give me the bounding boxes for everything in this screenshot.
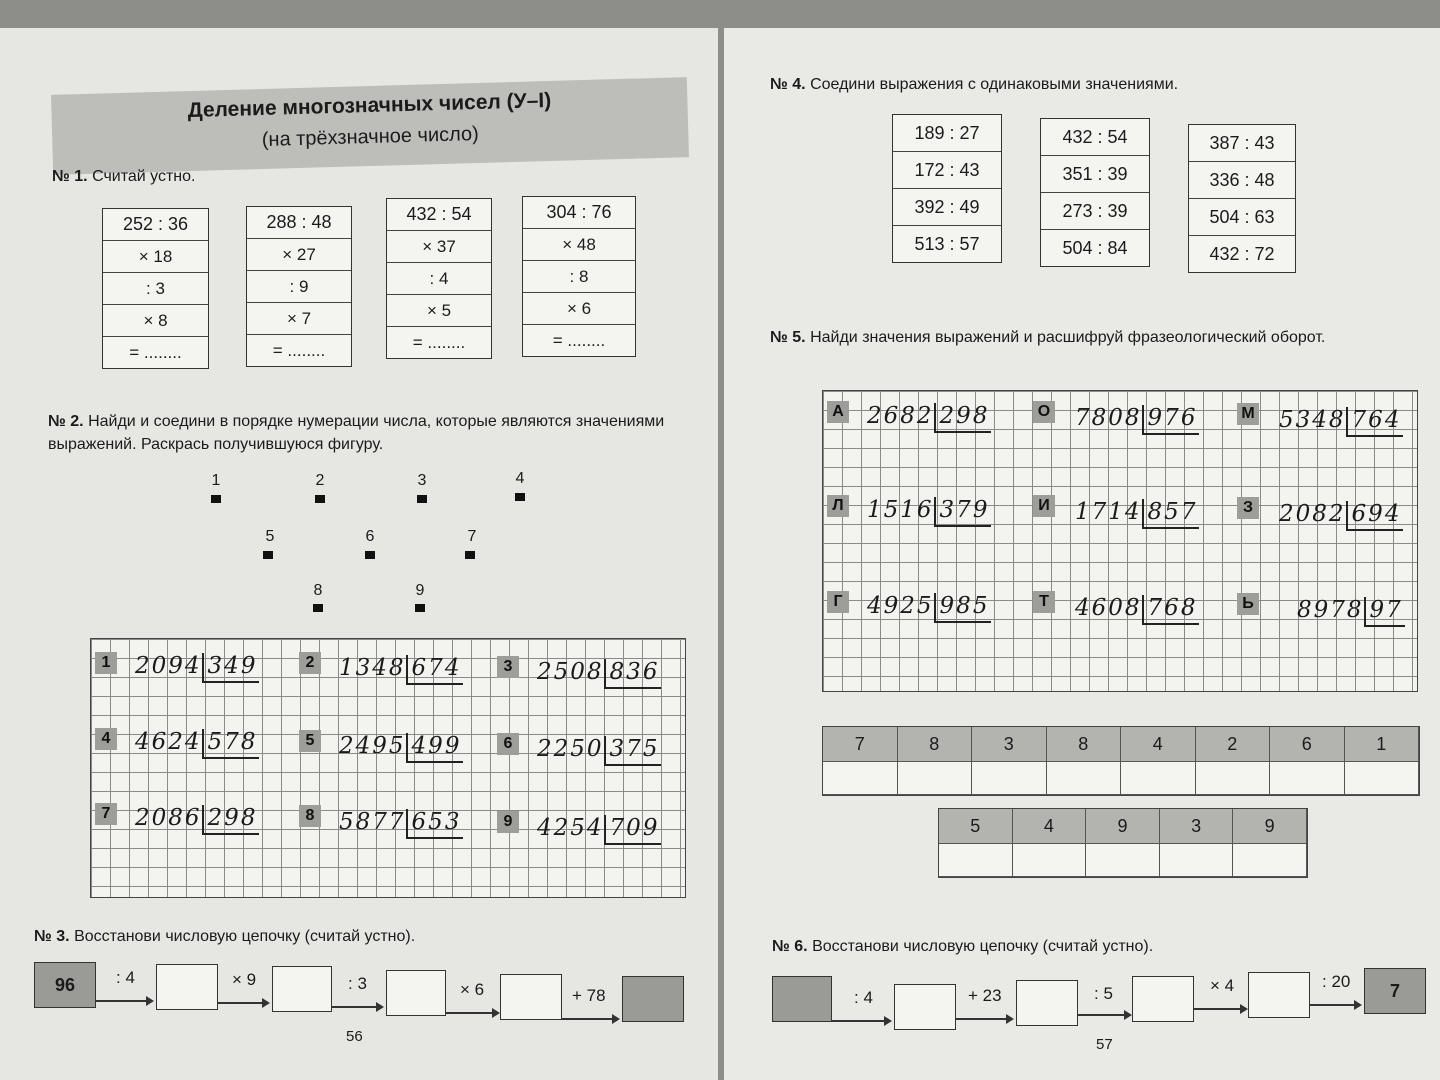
chain-operation: : 20 bbox=[1322, 972, 1351, 991]
task1-box-1 bbox=[102, 208, 209, 369]
task1-box3-cell: × 5 bbox=[387, 295, 491, 327]
division-label: 3 bbox=[497, 656, 519, 678]
chain-arrow bbox=[446, 1012, 498, 1014]
task4-expression[interactable]: 504 : 63 bbox=[1189, 199, 1295, 236]
division-dividend: 1516 bbox=[867, 497, 934, 523]
task1-number: № 1. bbox=[52, 168, 88, 185]
cipher-letter-slot[interactable] bbox=[1121, 762, 1196, 795]
task4-expression[interactable]: 504 : 84 bbox=[1062, 238, 1128, 258]
task4-expression[interactable]: 432 : 54 bbox=[1041, 119, 1149, 156]
point-marker bbox=[211, 495, 221, 503]
division-divisor: 768 bbox=[1142, 595, 1200, 625]
division-label: Т bbox=[1033, 591, 1055, 613]
point-label-8: 8 bbox=[313, 582, 323, 599]
point-marker bbox=[315, 495, 325, 503]
task4-expression[interactable]: 172 : 43 bbox=[893, 152, 1001, 189]
task6-heading bbox=[772, 938, 1153, 956]
task6-text: Восстанови числовую цепочку (считай устно). bbox=[812, 938, 1154, 955]
division-expression bbox=[867, 403, 991, 433]
division-label: 9 bbox=[497, 811, 519, 833]
task4-heading bbox=[770, 76, 1178, 94]
cipher-letter-slot[interactable] bbox=[898, 762, 973, 795]
task4-expression[interactable]: 513 : 57 bbox=[914, 234, 980, 254]
task1-box1-result: = ........ bbox=[129, 343, 182, 362]
left-page bbox=[0, 28, 718, 1080]
cipher-digit: 3 bbox=[1160, 809, 1234, 844]
chain-start-box bbox=[34, 962, 96, 1008]
cipher-digit: 9 bbox=[1086, 809, 1160, 844]
task4-expression[interactable]: 432 : 72 bbox=[1209, 244, 1275, 264]
task1-heading bbox=[52, 168, 195, 186]
chain-arrow bbox=[1078, 1014, 1130, 1016]
page-number: 57 bbox=[1096, 1036, 1113, 1053]
task1-text: Считай устно. bbox=[92, 168, 196, 185]
task2-text: Найди и соедини в порядке нумерации числа, которые являются значениями выражений. Раскрась получившуюся фигуру. bbox=[48, 413, 665, 453]
division-label: 5 bbox=[299, 730, 321, 752]
chain-operation: : 4 bbox=[854, 988, 873, 1007]
point-marker bbox=[515, 493, 525, 501]
division-expression bbox=[1075, 595, 1199, 625]
task1-box4-cell: × 48 bbox=[523, 229, 635, 261]
task4-expression[interactable]: 189 : 27 bbox=[893, 115, 1001, 152]
chain-answer-box[interactable] bbox=[1132, 976, 1194, 1022]
task1-box-4 bbox=[522, 196, 636, 357]
division-divisor: 709 bbox=[604, 815, 662, 845]
cipher-digit: 1 bbox=[1345, 727, 1420, 762]
cipher-letter-slot[interactable] bbox=[1160, 844, 1234, 877]
task1-box4-cell: × 6 bbox=[523, 293, 635, 325]
cipher-letter-slot[interactable] bbox=[1270, 762, 1345, 795]
task4-number: № 4. bbox=[770, 76, 806, 93]
point-label-9: 9 bbox=[415, 582, 425, 599]
chain-end-box[interactable] bbox=[622, 976, 684, 1022]
division-divisor: 578 bbox=[202, 729, 260, 759]
division-dividend: 4624 bbox=[135, 729, 202, 755]
task1-box1-cell: : 3 bbox=[103, 273, 208, 305]
cipher-letter-slot[interactable] bbox=[823, 762, 898, 795]
chain-start-value: 96 bbox=[54, 975, 76, 995]
division-expression bbox=[135, 729, 259, 759]
division-dividend: 5877 bbox=[339, 809, 406, 835]
division-expression bbox=[867, 593, 991, 623]
task3-heading bbox=[34, 928, 415, 946]
chain-end-value: 7 bbox=[1389, 981, 1400, 1001]
division-expression bbox=[1075, 499, 1199, 529]
point-label-3: 3 bbox=[417, 472, 427, 489]
division-dividend: 2682 bbox=[867, 403, 934, 429]
division-label: 7 bbox=[95, 803, 117, 825]
division-label: 4 bbox=[95, 728, 117, 750]
division-divisor: 857 bbox=[1142, 499, 1200, 529]
task1-box3-cell: 432 : 54 bbox=[387, 199, 491, 231]
cipher-letter-slot[interactable] bbox=[1196, 762, 1271, 795]
cipher-digit: 7 bbox=[823, 727, 898, 762]
division-dividend: 4254 bbox=[537, 815, 604, 841]
point-marker bbox=[415, 604, 425, 612]
division-label: О bbox=[1033, 401, 1055, 423]
division-expression bbox=[1279, 501, 1403, 531]
division-divisor: 97 bbox=[1364, 597, 1405, 627]
chain-operation: + 23 bbox=[968, 986, 1002, 1005]
division-divisor: 836 bbox=[604, 659, 662, 689]
cipher-letter-slot[interactable] bbox=[1047, 762, 1122, 795]
chain-start-box[interactable] bbox=[772, 976, 832, 1022]
task5-number: № 5. bbox=[770, 329, 806, 346]
division-label: Г bbox=[827, 591, 849, 613]
chain-arrow bbox=[96, 1000, 152, 1002]
point-marker bbox=[365, 551, 375, 559]
cipher-digit: 4 bbox=[1013, 809, 1087, 844]
chain-answer-box[interactable] bbox=[386, 970, 446, 1016]
cipher-digit: 8 bbox=[1047, 727, 1122, 762]
chain-arrow bbox=[1194, 1008, 1246, 1010]
division-expression bbox=[1075, 405, 1199, 435]
division-dividend: 7808 bbox=[1075, 405, 1142, 431]
page-number: 56 bbox=[346, 1028, 363, 1045]
chain-operation: × 4 bbox=[1210, 976, 1235, 995]
cipher-letter-slot[interactable] bbox=[1013, 844, 1087, 877]
cipher-letter-slot[interactable] bbox=[1086, 844, 1160, 877]
cipher-letter-slot[interactable] bbox=[972, 762, 1047, 795]
division-divisor: 976 bbox=[1142, 405, 1200, 435]
page-subtitle: (на трёхзначное число) bbox=[261, 122, 480, 152]
division-dividend: 2082 bbox=[1279, 501, 1346, 527]
cipher-letter-slot[interactable] bbox=[1233, 844, 1307, 877]
point-marker bbox=[417, 495, 427, 503]
task3-number: № 3. bbox=[34, 928, 70, 945]
chain-operation: + 78 bbox=[572, 986, 606, 1005]
division-dividend: 1714 bbox=[1075, 499, 1142, 525]
division-divisor: 298 bbox=[202, 805, 260, 835]
cipher-digit: 6 bbox=[1270, 727, 1345, 762]
task5-division-grid bbox=[822, 390, 1418, 692]
point-marker bbox=[465, 551, 475, 559]
task4-column-3 bbox=[1188, 124, 1296, 273]
division-divisor: 653 bbox=[406, 809, 464, 839]
chain-answer-box[interactable] bbox=[1248, 972, 1310, 1018]
task5-heading bbox=[770, 326, 1410, 349]
task4-column-2 bbox=[1040, 118, 1150, 267]
task4-expression[interactable]: 387 : 43 bbox=[1189, 125, 1295, 162]
division-expression bbox=[867, 497, 991, 527]
right-page bbox=[724, 28, 1440, 1080]
division-dividend: 2508 bbox=[537, 659, 604, 685]
division-expression bbox=[1297, 597, 1405, 627]
task2-number: № 2. bbox=[48, 413, 84, 430]
task4-column-1 bbox=[892, 114, 1002, 263]
division-divisor: 298 bbox=[934, 403, 992, 433]
division-divisor: 764 bbox=[1346, 407, 1404, 437]
division-dividend: 2094 bbox=[135, 653, 202, 679]
task3-text: Восстанови числовую цепочку (считай устно). bbox=[74, 928, 416, 945]
division-dividend: 2250 bbox=[537, 736, 604, 762]
point-marker bbox=[263, 551, 273, 559]
cipher-digit: 4 bbox=[1121, 727, 1196, 762]
chain-operation: × 6 bbox=[460, 980, 485, 999]
task1-box2-cell: 288 : 48 bbox=[247, 207, 351, 239]
division-divisor: 379 bbox=[934, 497, 992, 527]
division-dividend: 2495 bbox=[339, 733, 406, 759]
cipher-digit: 8 bbox=[898, 727, 973, 762]
chain-answer-box[interactable] bbox=[1016, 980, 1078, 1026]
division-dividend: 1348 bbox=[339, 655, 406, 681]
division-expression bbox=[135, 653, 259, 683]
division-label: 1 bbox=[95, 652, 117, 674]
task4-expression[interactable]: 392 : 49 bbox=[893, 189, 1001, 226]
division-divisor: 694 bbox=[1346, 501, 1404, 531]
task4-expression[interactable]: 273 : 39 bbox=[1041, 193, 1149, 230]
task1-box4-cell: : 8 bbox=[523, 261, 635, 293]
chain-arrow bbox=[332, 1006, 382, 1008]
chain-answer-box[interactable] bbox=[272, 966, 332, 1012]
cipher-table-1 bbox=[822, 726, 1420, 796]
task1-box2-cell: × 27 bbox=[247, 239, 351, 271]
division-label: Ь bbox=[1237, 593, 1259, 615]
task1-box2-cell: : 9 bbox=[247, 271, 351, 303]
division-divisor: 375 bbox=[604, 736, 662, 766]
task1-box-3 bbox=[386, 198, 492, 359]
task1-box-2 bbox=[246, 206, 352, 367]
task1-box4-result: = ........ bbox=[552, 331, 606, 350]
task1-box3-cell: × 37 bbox=[387, 231, 491, 263]
task1-box2-cell: × 7 bbox=[247, 303, 351, 335]
chain-arrow bbox=[1310, 1004, 1360, 1006]
division-dividend: 8978 bbox=[1297, 597, 1364, 623]
cipher-digit: 9 bbox=[1233, 809, 1307, 844]
chain-answer-box[interactable] bbox=[894, 984, 956, 1030]
point-label-2: 2 bbox=[315, 472, 325, 489]
title-band bbox=[51, 77, 689, 175]
task1-box1-cell: × 18 bbox=[103, 241, 208, 273]
task1-box4-cell: 304 : 76 bbox=[523, 197, 635, 229]
division-expression bbox=[339, 809, 463, 839]
division-label: А bbox=[827, 401, 849, 423]
division-label: 6 bbox=[497, 733, 519, 755]
division-label: Л bbox=[827, 495, 849, 517]
task2-division-grid bbox=[90, 638, 686, 898]
division-label: З bbox=[1237, 497, 1259, 519]
chain-operation: × 9 bbox=[232, 970, 257, 989]
chain-arrow bbox=[218, 1002, 268, 1004]
division-label: И bbox=[1033, 495, 1055, 517]
division-expression bbox=[135, 805, 259, 835]
division-expression bbox=[339, 655, 463, 685]
division-expression bbox=[537, 659, 661, 689]
chain-arrow bbox=[832, 1020, 890, 1022]
division-divisor: 674 bbox=[406, 655, 464, 685]
chain-operation: : 3 bbox=[348, 974, 367, 993]
chain-arrow bbox=[562, 1018, 618, 1020]
point-marker bbox=[313, 604, 323, 612]
task5-text: Найди значения выражений и расшифруй фразеологический оборот. bbox=[810, 329, 1326, 346]
cipher-digit: 2 bbox=[1196, 727, 1271, 762]
division-dividend: 2086 bbox=[135, 805, 202, 831]
division-divisor: 985 bbox=[934, 593, 992, 623]
task4-expression[interactable]: 336 : 48 bbox=[1189, 162, 1295, 199]
task1-box3-cell: : 4 bbox=[387, 263, 491, 295]
point-label-5: 5 bbox=[265, 528, 275, 545]
task1-box1-cell: × 8 bbox=[103, 305, 208, 337]
cipher-digit: 3 bbox=[972, 727, 1047, 762]
division-dividend: 5348 bbox=[1279, 407, 1346, 433]
division-expression bbox=[1279, 407, 1403, 437]
point-label-4: 4 bbox=[515, 470, 525, 487]
task4-text: Соедини выражения с одинаковыми значениями. bbox=[810, 76, 1179, 93]
task1-box3-result: = ........ bbox=[412, 333, 466, 352]
task1-box1-cell: 252 : 36 bbox=[103, 209, 208, 241]
chain-operation: : 5 bbox=[1094, 984, 1113, 1003]
division-label: М bbox=[1237, 403, 1259, 425]
cipher-letter-slot[interactable] bbox=[1345, 762, 1420, 795]
division-dividend: 4608 bbox=[1075, 595, 1142, 621]
cipher-letter-slot[interactable] bbox=[939, 844, 1013, 877]
page-title: Деление многозначных чисел (У–I) bbox=[187, 88, 552, 123]
division-expression bbox=[339, 733, 463, 763]
chain-answer-box[interactable] bbox=[156, 964, 218, 1010]
division-divisor: 349 bbox=[202, 653, 260, 683]
chain-answer-box[interactable] bbox=[500, 974, 562, 1020]
cipher-table-2 bbox=[938, 808, 1308, 878]
task4-expression[interactable]: 351 : 39 bbox=[1041, 156, 1149, 193]
division-label: 2 bbox=[299, 652, 321, 674]
division-expression bbox=[537, 815, 661, 845]
task2-heading bbox=[48, 410, 688, 456]
chain-operation: : 4 bbox=[116, 968, 135, 987]
chain-arrow bbox=[956, 1018, 1012, 1020]
division-label: 8 bbox=[299, 805, 321, 827]
division-expression bbox=[537, 736, 661, 766]
division-divisor: 499 bbox=[406, 733, 464, 763]
task6-number: № 6. bbox=[772, 938, 808, 955]
point-label-6: 6 bbox=[365, 528, 375, 545]
point-label-1: 1 bbox=[211, 472, 221, 489]
chain-end-box bbox=[1364, 968, 1426, 1014]
cipher-digit: 5 bbox=[939, 809, 1013, 844]
division-dividend: 4925 bbox=[867, 593, 934, 619]
point-label-7: 7 bbox=[467, 528, 477, 545]
task1-box2-result: = ........ bbox=[272, 341, 326, 360]
